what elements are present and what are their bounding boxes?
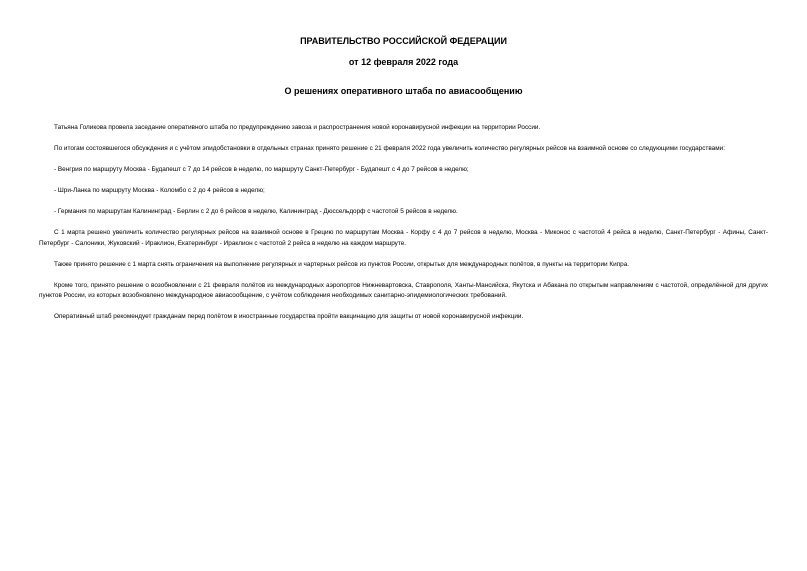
document-date: от 12 февраля 2022 года <box>348 57 459 67</box>
paragraph-airports: Кроме того, принято решение о возобновлении с 21 февраля полётов из международных аэропортов Нижневартовска, Ставрополя, Ханты-Мансийска, Якутска и Абакана по открытым направлениям с частотой, определённой для других пунктов России, из которых возобновлено международное авиасообщение, с учётом соблюдения необходимых санитарно-эпидемиологических требований. <box>39 281 768 299</box>
paragraph-vaccination: Оперативный штаб рекомендует гражданам перед полётом в иностранные государства пройти вакцинацию для защиты от новой коронавирусной инфекции. <box>54 313 524 320</box>
paragraph-decision: По итогам состоявшегося обсуждения и с учётом эпидобстановки в отдельных странах принято решение с 21 февраля 2022 года увеличить количество регулярных рейсов на взаимной основе со следующими государствами: <box>54 145 725 152</box>
organization-heading: ПРАВИТЕЛЬСТВО РОССИЙСКОЙ ФЕДЕРАЦИИ <box>300 36 507 46</box>
document-body <box>39 123 768 323</box>
list-item-sri-lanka: - Шри-Ланка по маршруту Москва - Коломбо с 2 до 4 рейсов в неделю; <box>54 187 265 194</box>
document-title: О решениях оперативного штаба по авиасообщению <box>284 86 523 96</box>
paragraph-greece: С 1 марта решено увеличить количество регулярных рейсов на взаимной основе в Грецию по маршрутам Москва - Корфу с 4 до 7 рейсов в неделю, Москва - Миконос с частотой 4 рейса в неделю, Санкт-Петербург - Афины, Санкт-Петербург - Салоники, Жуковский - Ираклион, Екатеринбург - Ираклион с частотой 2 рейса в неделю на каждом маршруте. <box>39 229 768 247</box>
list-item-germany: - Германия по маршрутам Калининград - Берлин с 2 до 6 рейсов в неделю, Калининград - Дюссельдорф с частотой 5 рейсов в неделю. <box>54 208 458 215</box>
paragraph-meeting: Татьяна Голикова провела заседание оперативного штаба по предупреждению завоза и распространения новой коронавирусной инфекции на территории России. <box>54 124 541 131</box>
list-item-hungary: - Венгрия по маршруту Москва - Будапешт с 7 до 14 рейсов в неделю, по маршруту Санкт-Петербург - Будапешт с 4 до 7 рейсов в неделю; <box>54 166 469 173</box>
paragraph-cyprus: Также принято решение с 1 марта снять ограничения на выполнение регулярных и чартерных рейсов из пунктов России, открытых для международных полётов, в пункты на территории Кипра. <box>54 260 630 268</box>
